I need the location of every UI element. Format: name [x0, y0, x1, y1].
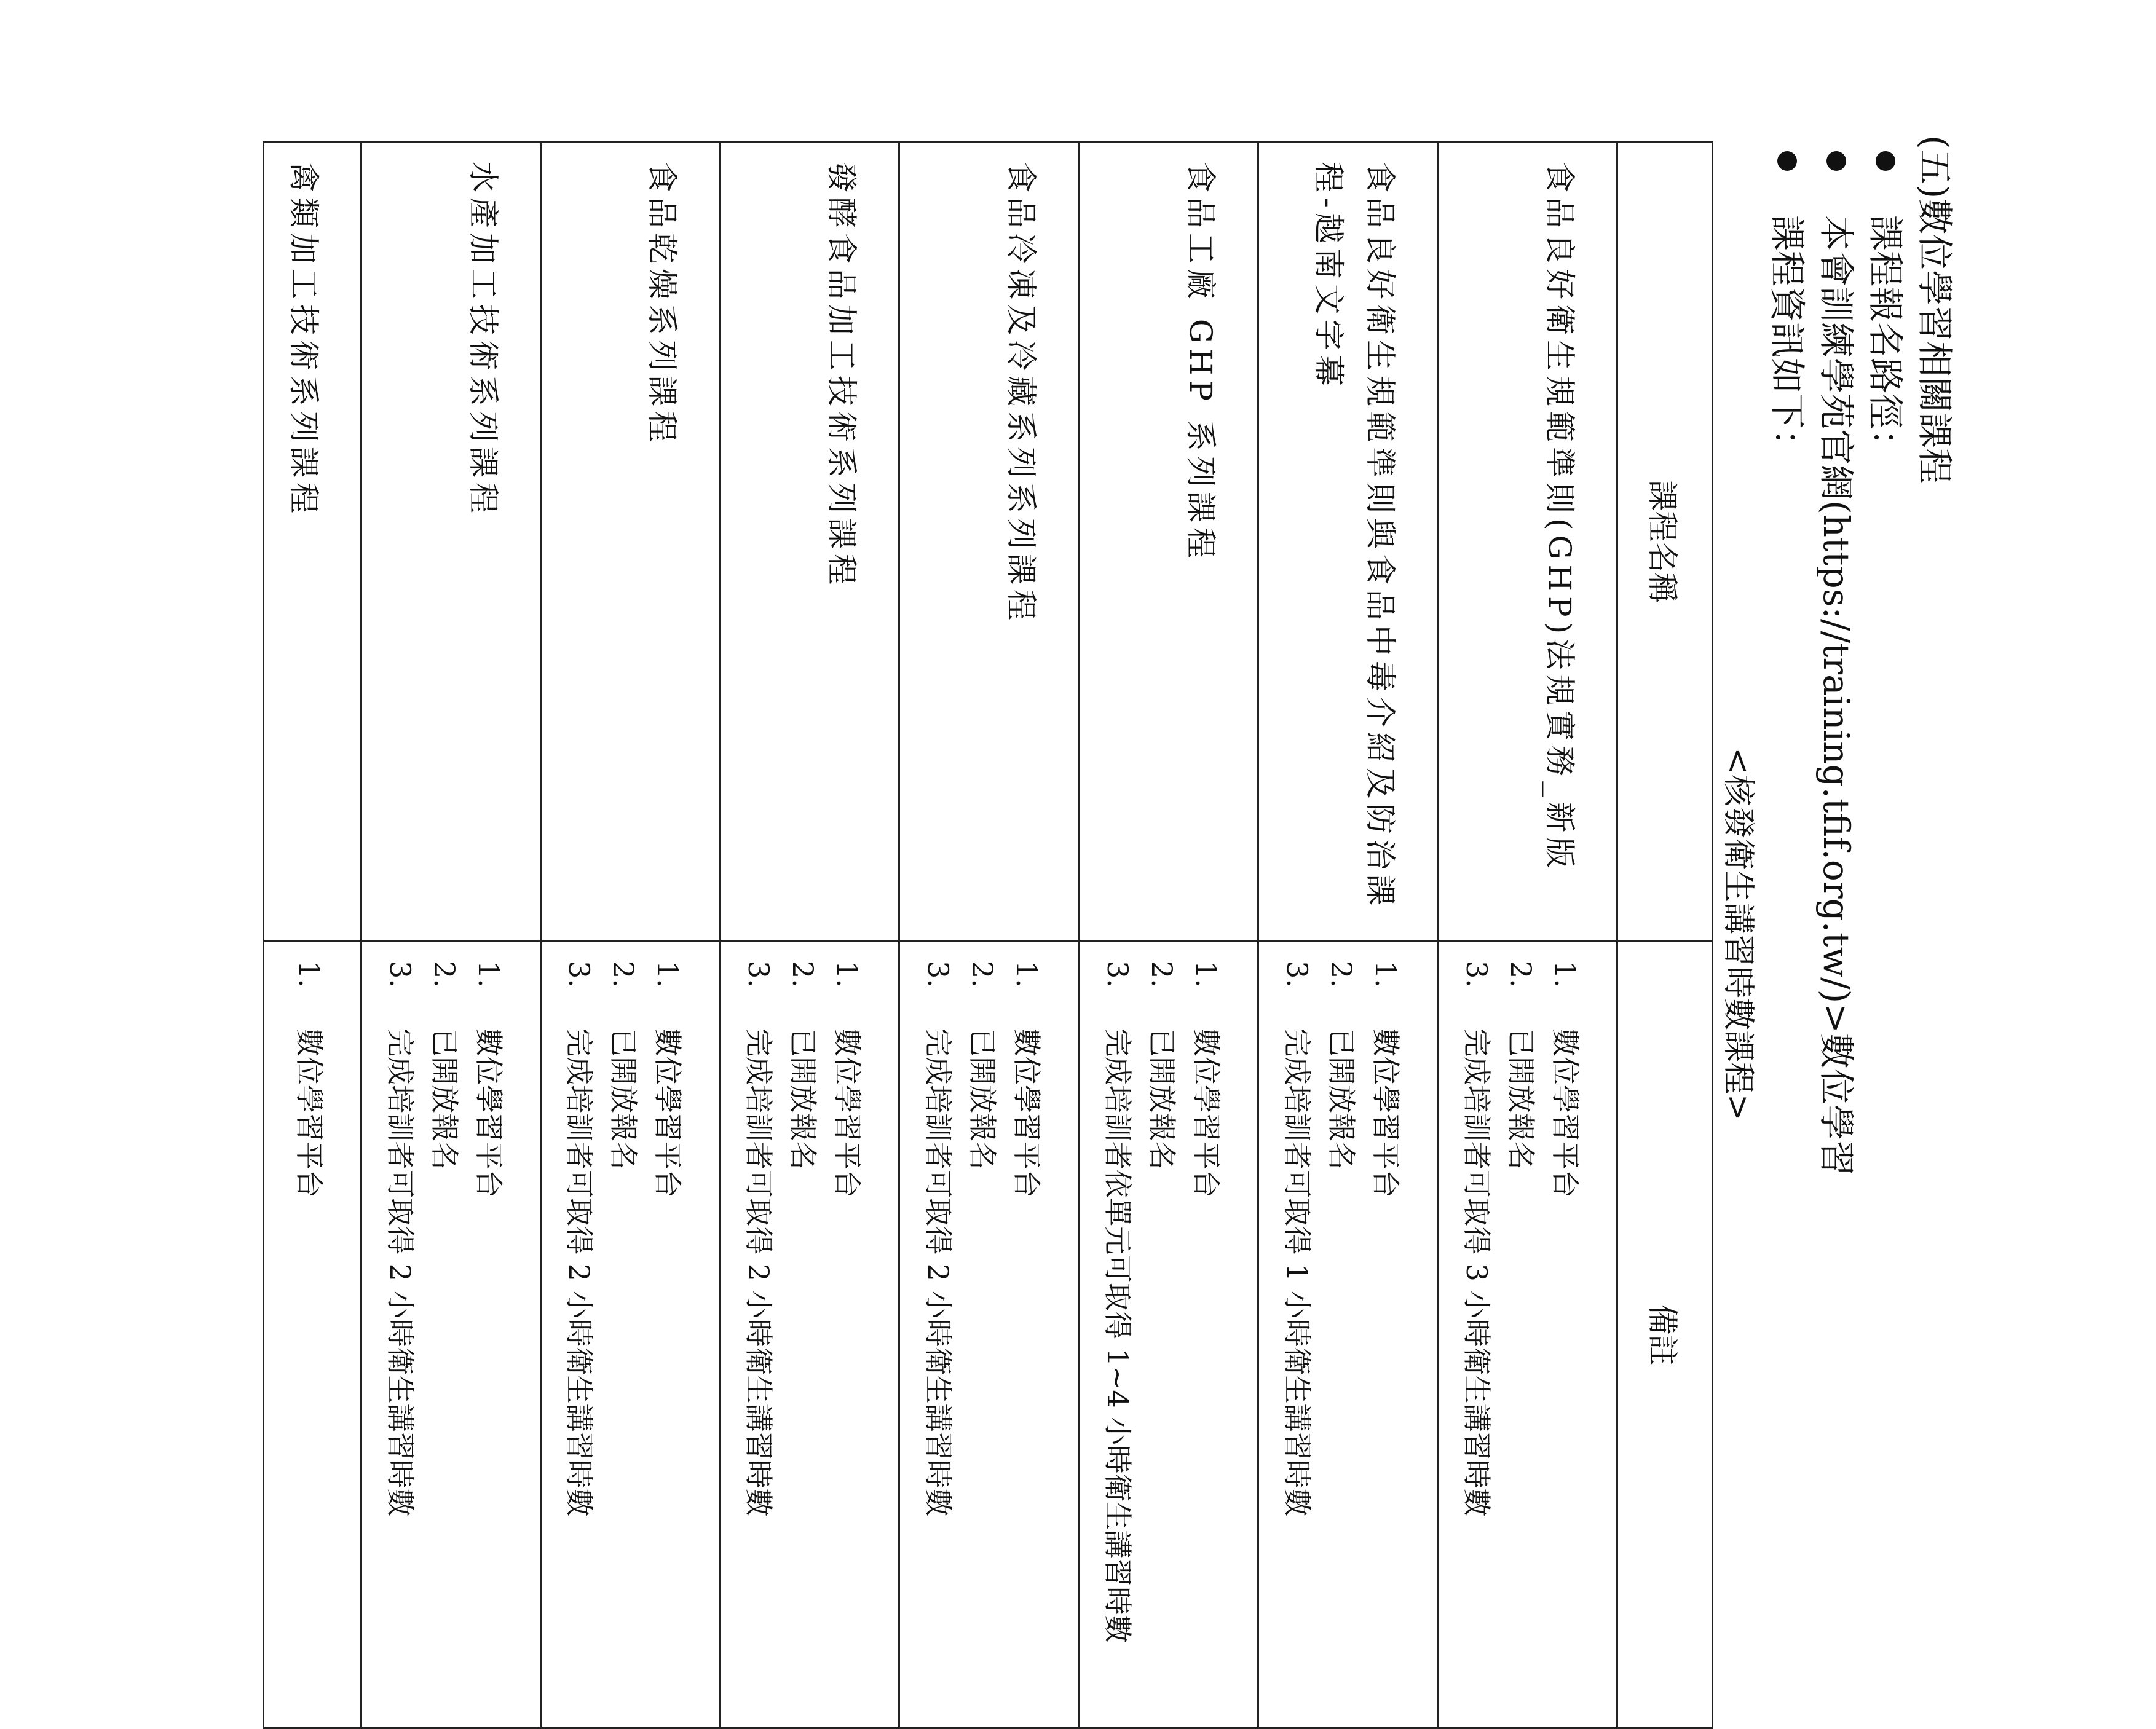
table-row [1258, 143, 1438, 1728]
table-row [720, 143, 899, 1728]
note-number: 1. [472, 961, 505, 988]
note-number: 3. [383, 961, 417, 988]
note-item [1277, 961, 1317, 1709]
note-item [603, 961, 644, 1709]
notes-list [738, 961, 867, 1709]
note-text: 數位學習平台 [651, 1028, 685, 1198]
note-number: 1. [292, 961, 326, 988]
note-text: 已開放報名 [1325, 1028, 1359, 1170]
course-name-cell: 食品乾燥系列課程 [540, 143, 720, 942]
note-text: 數位學習平台 [472, 1028, 505, 1198]
bullet-registration-path: 課程報名路徑： [1861, 135, 1910, 1426]
note-text: 完成培訓者可取得 1 小時衛生講習時數 [1281, 1028, 1314, 1517]
note-number: 2. [427, 961, 461, 988]
note-item [647, 961, 688, 1709]
note-text: 完成培訓者依單元可取得 1~4 小時衛生講習時數 [1101, 1028, 1135, 1644]
table-row [540, 143, 720, 1728]
note-item [962, 961, 1003, 1709]
note-number: 2. [1325, 961, 1359, 988]
note-text: 數位學習平台 [1010, 1028, 1044, 1198]
notes-list [380, 961, 509, 1709]
course-name-cell: 食品良好衛生規範準則(GHP)法規實務_新版 [1438, 143, 1617, 942]
note-number: 3. [922, 961, 955, 988]
course-name-cell: 食品冷凍及冷藏系列系列課程 [899, 143, 1079, 942]
note-number: 3. [1460, 961, 1493, 988]
table-row [1079, 143, 1258, 1728]
course-notes-cell [1258, 942, 1438, 1728]
note-item [1545, 961, 1585, 1709]
note-number: 2. [1504, 961, 1538, 988]
note-text: 已開放報名 [607, 1028, 641, 1170]
note-text: 已開放報名 [427, 1028, 461, 1170]
header-course-name: 課程名稱 [1617, 143, 1713, 942]
note-item [559, 961, 599, 1709]
section-title: (五)數位學習相關課程 [1914, 135, 1956, 484]
note-item [1142, 961, 1182, 1709]
note-item [738, 961, 779, 1709]
note-number: 2. [786, 961, 820, 988]
notes-list [1097, 961, 1226, 1709]
table-header-row [1617, 143, 1713, 1728]
table-caption: <核發衛生講習時數課程> [1720, 747, 1756, 1121]
note-text: 完成培訓者可取得 3 小時衛生講習時數 [1460, 1028, 1493, 1517]
notes-list [1277, 961, 1406, 1709]
notes-list [289, 961, 330, 1709]
course-name-cell: 禽類加工技術系列課程 [264, 143, 361, 942]
course-table [263, 141, 1713, 1729]
note-text: 完成培訓者可取得 2 小時衛生講習時數 [563, 1028, 596, 1517]
table-row [361, 143, 540, 1728]
note-item [783, 961, 823, 1709]
note-item [918, 961, 958, 1709]
note-item [468, 961, 509, 1709]
course-notes-cell [361, 942, 540, 1728]
header-notes: 備註 [1617, 942, 1713, 1728]
course-name-cell: 發酵食品加工技術系列課程 [720, 143, 899, 942]
note-number: 1. [1010, 961, 1044, 988]
table-row [899, 143, 1079, 1728]
note-text: 完成培訓者可取得 2 小時衛生講習時數 [383, 1028, 417, 1517]
note-text: 已開放報名 [786, 1028, 820, 1170]
note-item [1456, 961, 1497, 1709]
note-number: 3. [1281, 961, 1314, 988]
note-item [380, 961, 421, 1709]
notes-list [1456, 961, 1585, 1709]
note-number: 1. [1549, 961, 1582, 988]
note-text: 已開放報名 [1504, 1028, 1538, 1170]
note-text: 數位學習平台 [292, 1028, 326, 1198]
notes-list [918, 961, 1047, 1709]
note-text: 完成培訓者可取得 2 小時衛生講習時數 [742, 1028, 776, 1517]
table-row [264, 143, 361, 1728]
note-item [1501, 961, 1541, 1709]
note-item [827, 961, 867, 1709]
note-number: 2. [1145, 961, 1179, 988]
course-name-cell: 食品良好衛生規範準則與食品中毒介紹及防治課程-越南文字幕 [1258, 143, 1438, 942]
course-name-cell: 食品工廠 GHP 系列課程 [1079, 143, 1258, 942]
note-number: 3. [563, 961, 596, 988]
note-item [1006, 961, 1047, 1709]
note-number: 1. [1369, 961, 1403, 988]
note-number: 2. [607, 961, 641, 988]
course-notes-cell [1079, 942, 1258, 1728]
note-text: 數位學習平台 [1190, 1028, 1223, 1198]
note-number: 2. [966, 961, 1000, 988]
note-text: 已開放報名 [966, 1028, 1000, 1170]
course-notes-cell [899, 942, 1079, 1728]
note-text: 完成培訓者可取得 2 小時衛生講習時數 [922, 1028, 955, 1517]
note-item [424, 961, 465, 1709]
course-notes-cell [720, 942, 899, 1728]
note-text: 數位學習平台 [831, 1028, 864, 1198]
note-text: 已開放報名 [1145, 1028, 1179, 1170]
note-text: 數位學習平台 [1369, 1028, 1403, 1198]
note-item [1186, 961, 1226, 1709]
note-item [1365, 961, 1406, 1709]
course-notes-cell [1438, 942, 1617, 1728]
note-item [1097, 961, 1138, 1709]
note-number: 1. [831, 961, 864, 988]
bullet-course-info: 課程資訊如下： [1763, 135, 1812, 1426]
note-text: 數位學習平台 [1549, 1028, 1582, 1198]
note-item [289, 961, 330, 1709]
course-name-cell: 水產加工技術系列課程 [361, 143, 540, 942]
bullet-list [1763, 135, 1910, 1426]
note-number: 1. [651, 961, 685, 988]
note-number: 3. [1101, 961, 1135, 988]
table-row [1438, 143, 1617, 1728]
notes-list [559, 961, 688, 1709]
course-rows [264, 143, 1617, 1728]
bullet-website-path: 本會訓練學苑官網(https://training.tfif.org.tw/)>數位學習 [1812, 135, 1861, 1426]
note-item [1321, 961, 1362, 1709]
course-notes-cell [540, 942, 720, 1728]
note-number: 1. [1190, 961, 1223, 988]
course-notes-cell [264, 942, 361, 1728]
note-number: 3. [742, 961, 776, 988]
